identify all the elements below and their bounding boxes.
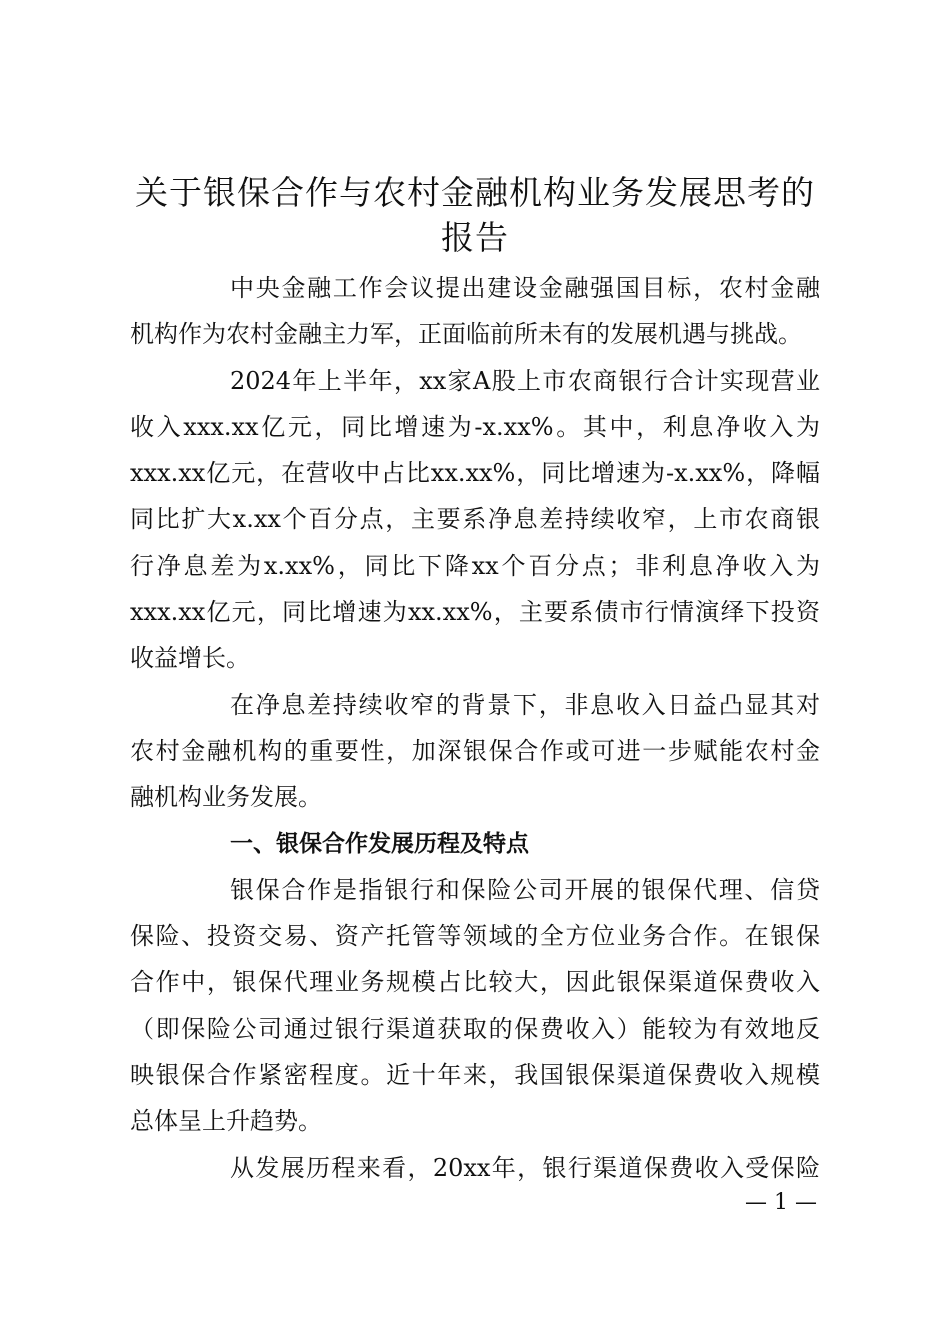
paragraph-line: 农村金融机构的重要性，加深银保合作或可进一步赋能农村金: [130, 736, 820, 765]
paragraph-line: 总体呈上升趋势。: [130, 1107, 322, 1136]
page-number: — 1 —: [745, 1190, 817, 1215]
paragraph-line: 保险、投资交易、资产托管等领域的全方位业务合作。在银保: [130, 922, 820, 951]
paragraph-line: 行净息差为x.xx%，同比下降xx个百分点；非利息净收入为: [130, 551, 820, 580]
paragraph-line: 中央金融工作会议提出建设金融强国目标，农村金融: [230, 274, 820, 302]
paragraph-line: 同比扩大x.xx个百分点，主要系净息差持续收窄，上市农商银: [130, 505, 820, 534]
section-heading: 一、银保合作发展历程及特点: [230, 830, 529, 857]
paragraph-line: 收益增长。: [130, 644, 250, 673]
paragraph-line: xxx.xx亿元，同比增速为xx.xx%，主要系债市行情演绎下投资: [130, 598, 820, 627]
document-title: [0, 170, 950, 260]
paragraph-line: 合作中，银保代理业务规模占比较大，因此银保渠道保费收入: [130, 968, 820, 997]
paragraph-line: xxx.xx亿元，在营收中占比xx.xx%，同比增速为-x.xx%，降幅: [130, 459, 820, 488]
paragraph-line: 映银保合作紧密程度。近十年来，我国银保渠道保费收入规模: [130, 1061, 820, 1090]
title-line: 关于银保合作与农村金融机构业务发展思考的: [135, 173, 815, 212]
paragraph-line: 收入xxx.xx亿元，同比增速为-x.xx%。其中，利息净收入为: [130, 412, 820, 441]
paragraph-line: 融机构业务发展。: [130, 783, 322, 812]
paragraph-line: 从发展历程来看，20xx年，银行渠道保费收入受保险: [230, 1153, 820, 1182]
title-line: 报告: [441, 218, 509, 257]
paragraph-line: 2024年上半年，xx家A股上市农商银行合计实现营业: [230, 366, 820, 395]
paragraph-line: 在净息差持续收窄的背景下，非息收入日益凸显其对: [230, 690, 820, 719]
paragraph-line: （即保险公司通过银行渠道获取的保费收入）能较为有效地反: [130, 1014, 820, 1043]
document-body: [130, 265, 820, 1191]
paragraph-line: 机构作为农村金融主力军，正面临前所未有的发展机遇与挑战。: [130, 320, 802, 349]
paragraph-line: 银保合作是指银行和保险公司开展的银保代理、信贷: [230, 875, 820, 904]
